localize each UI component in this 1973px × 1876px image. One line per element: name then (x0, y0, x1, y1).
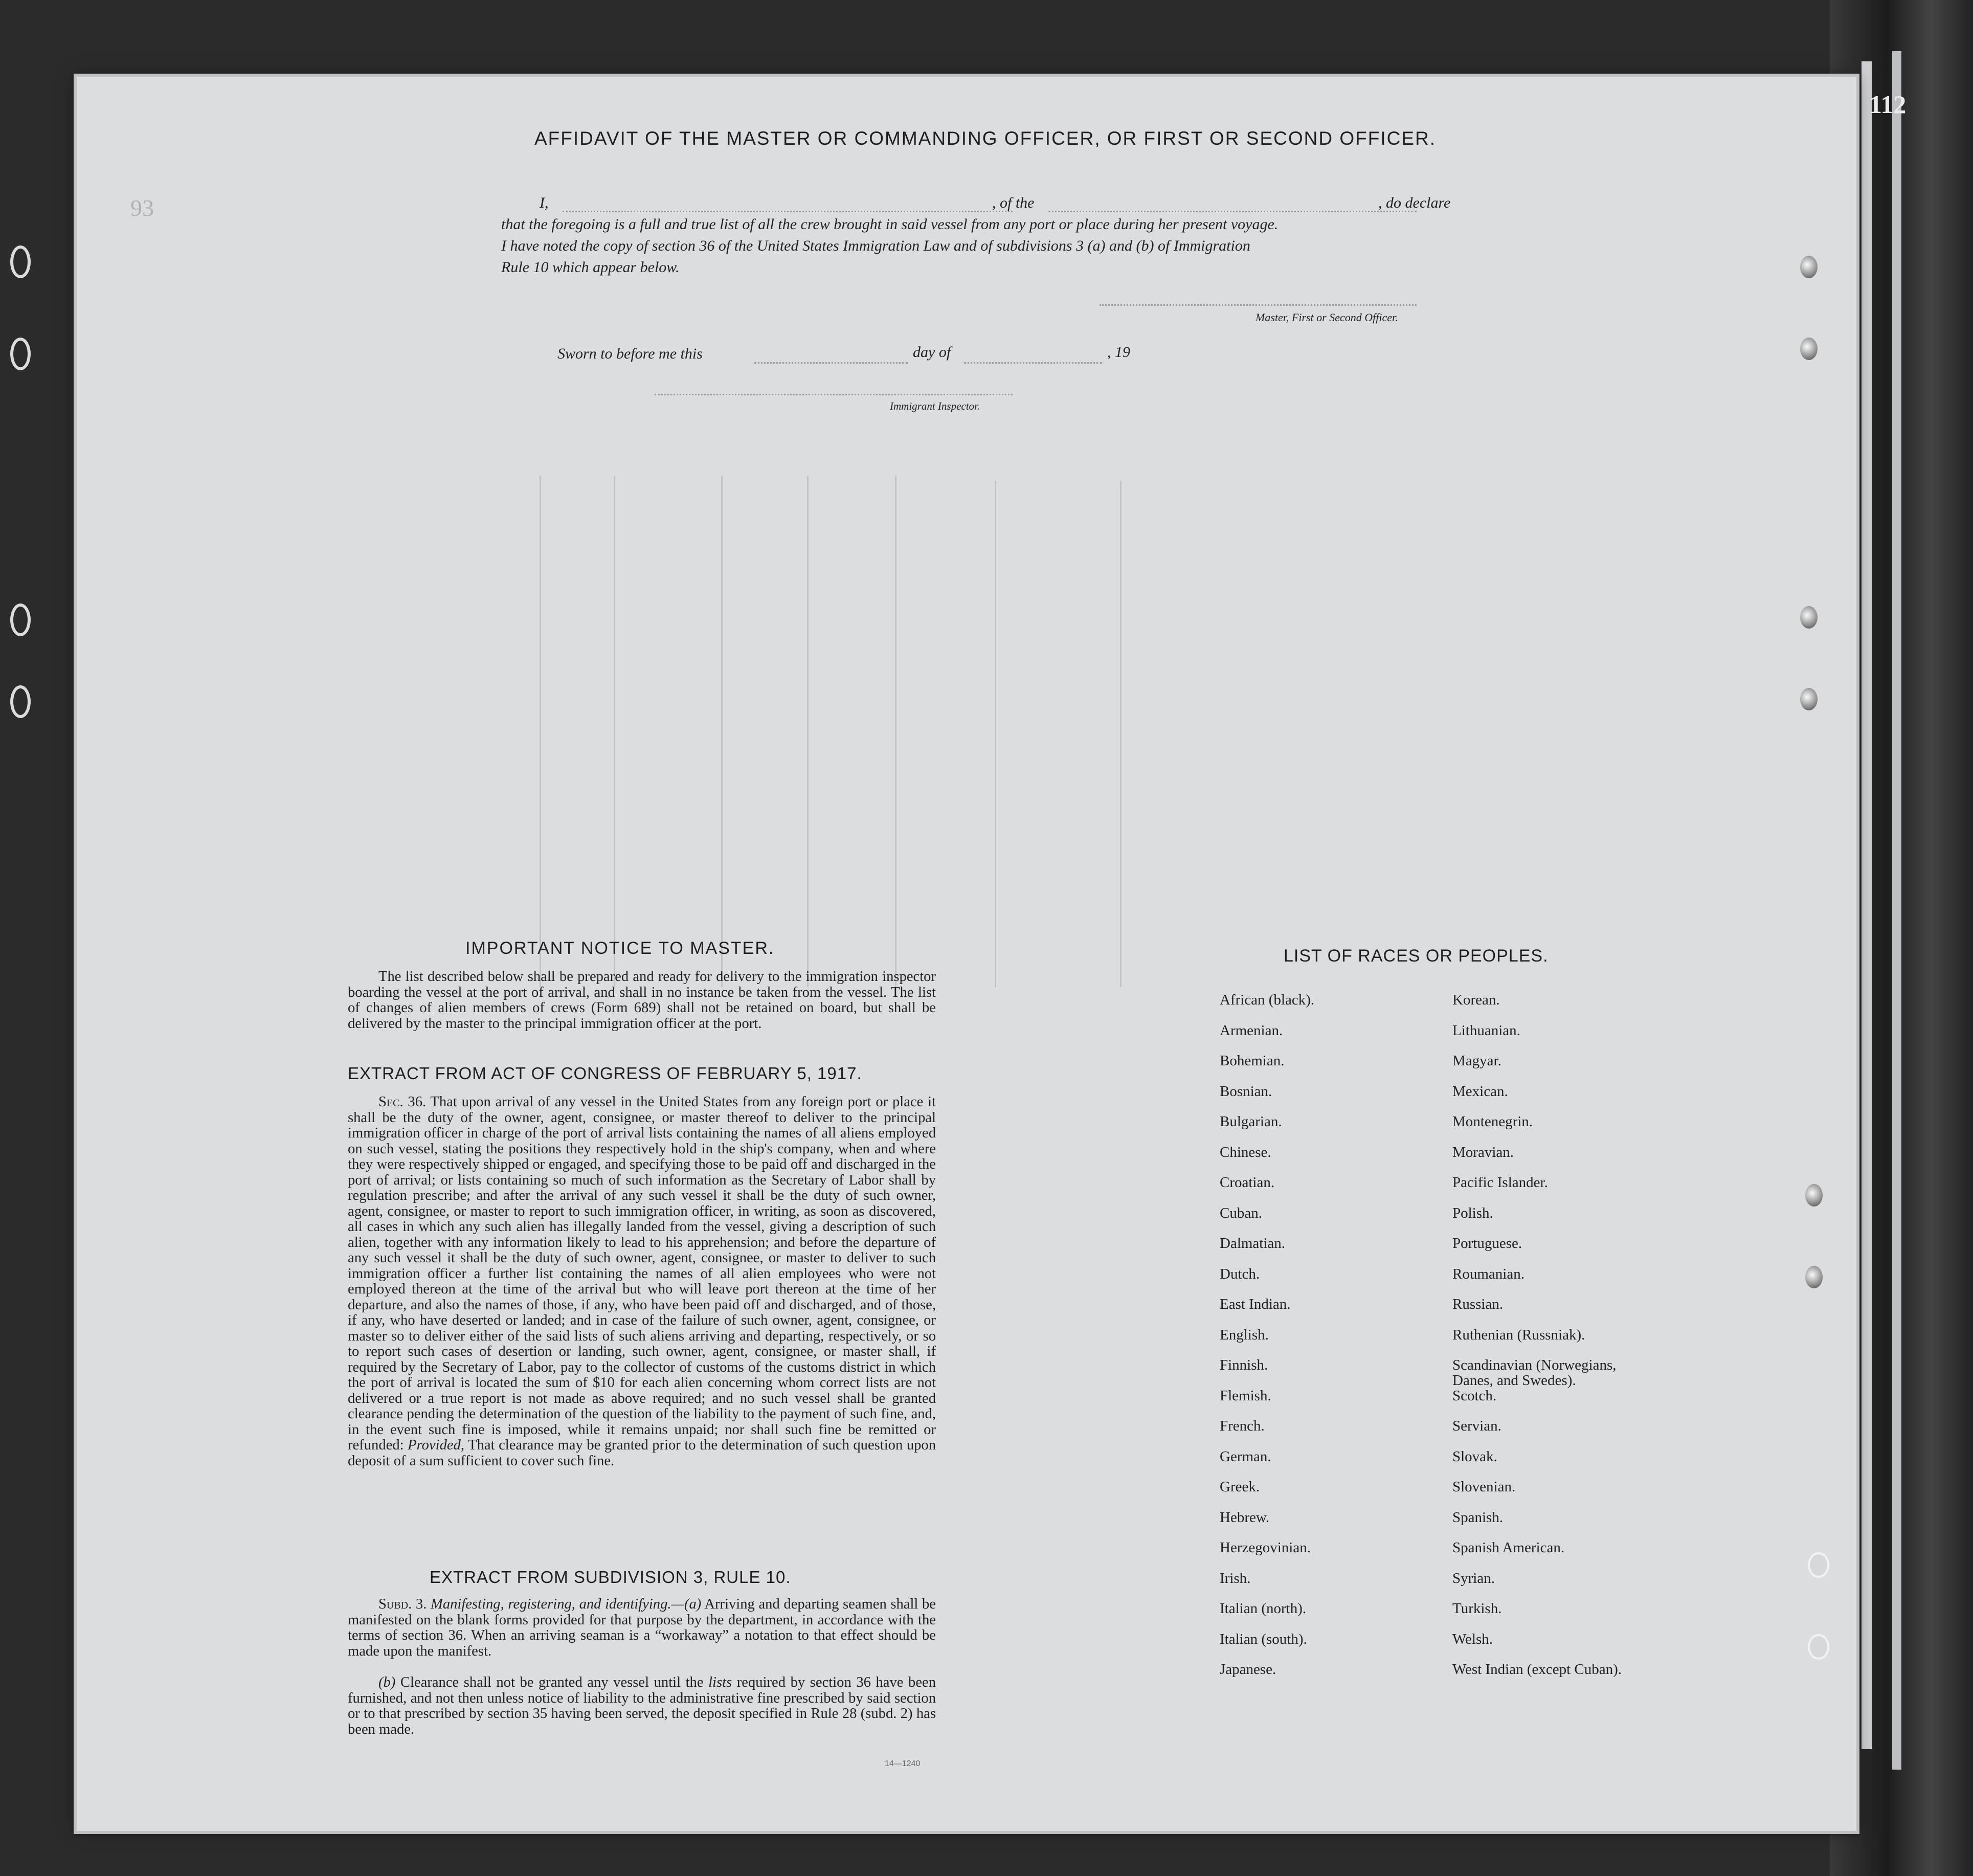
race-item: Turkish. (1452, 1600, 1502, 1617)
sworn-label: Sworn to before me this (557, 345, 703, 362)
race-item: Portuguese. (1452, 1235, 1522, 1252)
sec-36-text: That upon arrival of any vessel in the United States from any foreign port or place it shall be the duty of the owner, agent, consignee, or master thereof to deliver to the principal immigration officer in charge of the port of arrival lists containing the names of all aliens employed on such vessel, stating the positions they respectively hold in the ship's company, when and where they were respectively shipped or engaged, and specifying those to be paid off and discharged in the port of arrival; or lists containing so much of such information as the Secretary of Labor shall by regulation prescribe; and after the arrival of any such vessel it shall be the duty of such owner, agent, consignee, or master to report to such immigration officer, in writing, as soon as discovered, all cases in which any such alien has illegally landed from the vessel, giving a description of such alien, together with any information likely to lead to his apprehension; and before the departure of any such vessel it shall be the duty of such owner, agent, consignee, or master to deliver to such immigration officer a further list containing the names of all alien employees who were not employed thereon at the time of the arrival but who will leave port thereon at the time of her departure, and also the names of those, if any, who have been paid off and discharged, and of those, if any, who have deserted or landed; and in case of the failure of such owner, agent, consignee, or master so to deliver either of the said lists of such aliens arriving and departing, respectively, or so to report such cases of desertion or landing, such owner, agent, consignee, or master shall, if required by the Secretary of Labor, pay to the collector of customs of the customs district in which the port of arrival is located the sum of $10 for each alien concerning whom correct lists are not delivered or a true report is not made as above required; and no such vessel shall be granted clearance pending the determination of the question of the liability to the payment of such fine, and, in the event such fine is imposed, while it remains unpaid; nor shall such fine be remitted or refunded: (348, 1094, 936, 1453)
affidavit-of-the-label: , of the (992, 194, 1035, 211)
subd-b-text-1: Clearance shall not be granted any vessel until the (400, 1674, 704, 1690)
subd-a-label: —(a) (671, 1596, 702, 1612)
vessel-name-line (1048, 211, 1417, 212)
page-edge (1892, 51, 1901, 1770)
column-rule (721, 476, 723, 987)
race-item: Finnish. (1220, 1357, 1268, 1373)
race-item: Cuban. (1220, 1204, 1262, 1221)
punch-hole (1800, 688, 1818, 710)
race-item: Spanish. (1452, 1509, 1504, 1526)
punch-hole (1805, 1184, 1823, 1207)
race-item: Scotch. (1452, 1387, 1497, 1404)
punch-hole (1805, 1266, 1823, 1288)
race-item: Korean. (1452, 992, 1500, 1008)
race-item: Bohemian. (1220, 1053, 1285, 1069)
punch-hole (1808, 1634, 1829, 1660)
inspector-label: Immigrant Inspector. (890, 400, 980, 412)
race-item: Scandinavian (Norwegians, Danes, and Swedes). (1452, 1357, 1617, 1389)
affidavit-line-4: Rule 10 which appear below. (501, 259, 680, 276)
background-number: 93 (130, 195, 154, 221)
manifest-sheet (77, 77, 1856, 1831)
extract-rule-a (348, 1597, 936, 1659)
affidavit-line-3: I have noted the copy of section 36 of the United States Immigration Law and of subdivisions 3 (a) and (b) of Immigration (501, 237, 1250, 254)
race-item: Croatian. (1220, 1174, 1275, 1191)
sworn-day-line (754, 362, 908, 364)
race-item: Ruthenian (Russniak). (1452, 1326, 1585, 1343)
binding-hole (10, 685, 31, 718)
day-of-label: day of (913, 344, 951, 361)
subd-label: Subd. 3. (378, 1596, 427, 1612)
affidavit-line-2: that the foregoing is a full and true list of all the crew brought in said vessel from any port or place during her present voyage. (501, 216, 1279, 233)
column-rule (614, 476, 615, 987)
race-item: Flemish. (1220, 1387, 1271, 1404)
punch-hole (1808, 1552, 1829, 1578)
form-number: 14—1240 (885, 1759, 921, 1768)
affidavit-declare-label: , do declare (1378, 194, 1451, 211)
subd-heading: Manifesting, registering, and identifying. (431, 1596, 671, 1612)
race-item: Syrian. (1452, 1570, 1495, 1587)
race-item: Lithuanian. (1452, 1022, 1520, 1039)
race-item: Irish. (1220, 1570, 1251, 1587)
race-item: German. (1220, 1448, 1271, 1465)
binding-hole (10, 338, 31, 370)
column-rule (995, 481, 996, 987)
provided-label: Provided, (408, 1437, 465, 1453)
race-item: Polish. (1452, 1204, 1493, 1221)
race-item: Pacific Islander. (1452, 1174, 1548, 1191)
column-rule (895, 476, 896, 987)
race-item: Slovenian. (1452, 1479, 1516, 1495)
master-signature-label: Master, First or Second Officer. (1255, 311, 1398, 324)
race-item: Montenegrin. (1452, 1113, 1533, 1130)
affidavit-title: AFFIDAVIT OF THE MASTER OR COMMANDING OFFICER, OR FIRST OR SECOND OFFICER. (534, 128, 1437, 149)
punch-hole (1800, 338, 1818, 360)
page-edge (1862, 61, 1872, 1749)
race-item: Moravian. (1452, 1144, 1514, 1160)
column-rule (540, 476, 541, 987)
inspector-signature-line (655, 394, 1013, 395)
sec-label: Sec. 36. (378, 1094, 427, 1110)
sec-36-text-end: That clearance may be granted prior to the determination of such question upon deposit of a sum sufficient to cover such fine. (348, 1437, 936, 1469)
lists-word: lists (708, 1674, 732, 1690)
affidavit-i-label: I, (540, 194, 549, 211)
subd-b-label: (b) (378, 1674, 396, 1690)
race-item: English. (1220, 1326, 1269, 1343)
race-item: West Indian (except Cuban). (1452, 1661, 1622, 1678)
race-item: Armenian. (1220, 1022, 1283, 1039)
column-rule (807, 476, 809, 987)
race-item: African (black). (1220, 992, 1315, 1008)
race-item: Chinese. (1220, 1144, 1271, 1160)
race-item: Bulgarian. (1220, 1113, 1282, 1130)
race-item: Spanish American. (1452, 1539, 1565, 1556)
race-item: Japanese. (1220, 1661, 1276, 1678)
subd-a-text: Arriving and departing seamen shall be manifested on the blank forms provided for that purpose by the department, in accordance with the terms of section 36. When an arriving seaman is a “workaway” a notation to that effect should be made upon the manifest. (348, 1596, 936, 1659)
race-item: Herzegovinian. (1220, 1539, 1311, 1556)
extract-act-text (348, 1095, 936, 1469)
extract-rule-b (348, 1675, 936, 1737)
race-item: Greek. (1220, 1479, 1260, 1495)
punch-hole (1800, 256, 1818, 278)
master-signature-line (1100, 304, 1417, 306)
race-item: Welsh. (1452, 1631, 1493, 1647)
race-item: Russian. (1452, 1296, 1504, 1312)
binding-hole (10, 245, 31, 278)
race-item: East Indian. (1220, 1296, 1291, 1312)
column-rule (1120, 481, 1122, 987)
sworn-month-line (964, 362, 1102, 364)
subd-b-text-2: required by section 36 have been furnished, and not then unless notice of liability to the administrative fine prescribed by said section or to that prescribed by section 35 having been served, the deposit specified in Rule 28 (subd. 2) has been made. (348, 1674, 936, 1737)
race-item: Mexican. (1452, 1083, 1508, 1100)
race-item: Dalmatian. (1220, 1235, 1286, 1252)
punch-hole (1800, 606, 1818, 629)
race-item: Slovak. (1452, 1448, 1497, 1465)
extract-act-title: EXTRACT FROM ACT OF CONGRESS OF FEBRUARY 5, 1917. (348, 1064, 862, 1083)
race-item: Hebrew. (1220, 1509, 1270, 1526)
race-item: Magyar. (1452, 1053, 1501, 1069)
notice-title: IMPORTANT NOTICE TO MASTER. (465, 939, 775, 958)
race-item: French. (1220, 1418, 1265, 1434)
master-name-line (563, 211, 1013, 212)
year-label: , 19 (1107, 344, 1130, 361)
race-item: Servian. (1452, 1418, 1501, 1434)
races-title: LIST OF RACES OR PEOPLES. (1284, 946, 1549, 966)
race-item: Italian (north). (1220, 1600, 1307, 1617)
race-item: Dutch. (1220, 1265, 1260, 1282)
race-item: Italian (south). (1220, 1631, 1307, 1647)
extract-rule-title: EXTRACT FROM SUBDIVISION 3, RULE 10. (430, 1568, 791, 1587)
race-item: Bosnian. (1220, 1083, 1272, 1100)
page-number: 112 (1869, 90, 1907, 119)
race-item: Roumanian. (1452, 1265, 1524, 1282)
notice-text: The list described below shall be prepared and ready for delivery to the immigration inspector boarding the vessel at the port of arrival, and shall in no instance be taken from the vessel. The list of changes of alien members of crews (Form 689) shall not be retained on board, but shall be delivered by the master to the principal immigration officer at the port. (348, 969, 936, 1032)
binding-hole (10, 604, 31, 636)
